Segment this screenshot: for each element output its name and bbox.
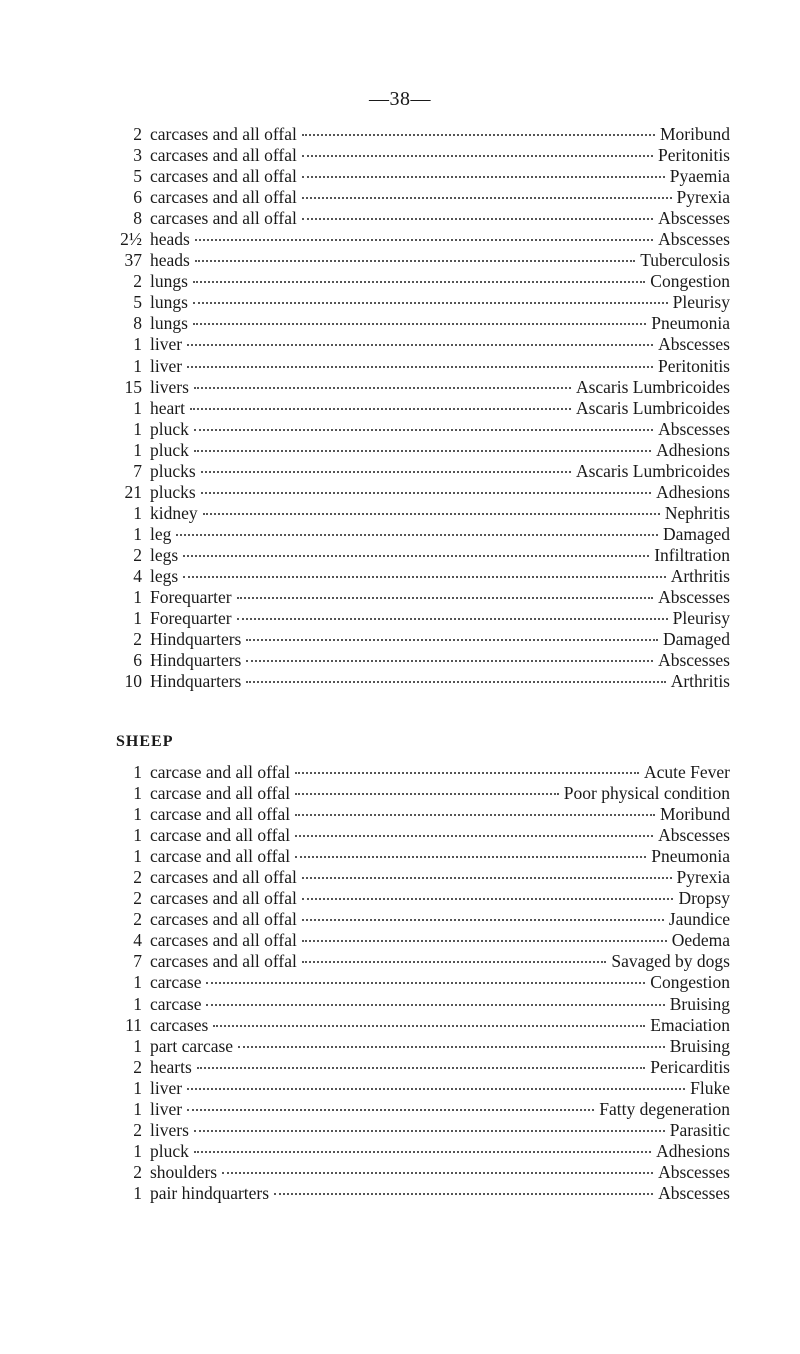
item-description: lungs — [150, 313, 188, 334]
item-description: heart — [150, 397, 185, 418]
item-description: carcase and all offal — [150, 804, 291, 825]
item-quantity: 1 — [133, 825, 142, 846]
item-quantity: 1 — [133, 783, 142, 804]
item-condition: Parasitic — [669, 1119, 730, 1140]
list-item — [110, 482, 730, 503]
list-item — [110, 377, 730, 398]
list-item — [110, 762, 730, 783]
list-item — [110, 783, 730, 804]
item-quantity: 1 — [133, 804, 142, 825]
item-description: carcases and all offal — [150, 951, 297, 972]
item-description: lungs — [150, 292, 188, 313]
list-item — [110, 461, 730, 482]
dot-leader — [194, 450, 651, 452]
item-condition: Ascaris Lumbricoides — [575, 376, 730, 397]
dot-leader — [183, 576, 665, 578]
item-condition: Adhesions — [656, 481, 730, 502]
list-item — [110, 629, 730, 650]
item-condition: Bruising — [669, 1035, 730, 1056]
item-condition: Peritonitis — [658, 145, 730, 166]
item-condition: Poor physical condition — [563, 783, 730, 804]
item-description: Hindquarters — [150, 629, 242, 650]
dot-leader — [302, 176, 665, 178]
item-quantity: 5 — [133, 166, 142, 187]
list-item — [110, 503, 730, 524]
item-condition: Arthritis — [670, 671, 730, 692]
item-quantity: 1 — [133, 972, 142, 993]
dot-leader — [201, 492, 651, 494]
item-quantity: 1 — [133, 397, 142, 418]
list-item — [110, 1183, 730, 1204]
item-description: carcases and all offal — [150, 166, 297, 187]
item-quantity: 1 — [133, 1077, 142, 1098]
item-description: pluck — [150, 1140, 189, 1161]
item-description: hearts — [150, 1056, 192, 1077]
dot-leader — [302, 961, 607, 963]
item-description: carcases and all offal — [150, 187, 297, 208]
dot-leader — [187, 1088, 685, 1090]
dot-leader — [195, 239, 653, 241]
item-condition: Acute Fever — [643, 762, 730, 782]
list-item — [110, 671, 730, 692]
list-item — [110, 1141, 730, 1162]
list-item — [110, 650, 730, 671]
dot-leader — [194, 1151, 651, 1153]
list-item — [110, 909, 730, 930]
item-description: carcase and all offal — [150, 783, 291, 804]
item-quantity: 2 — [133, 909, 142, 930]
item-quantity: 3 — [133, 145, 142, 166]
list-item — [110, 994, 730, 1015]
item-quantity: 6 — [133, 650, 142, 671]
item-description: leg — [150, 523, 172, 544]
item-description: Forequarter — [150, 587, 232, 608]
item-quantity: 4 — [133, 565, 142, 586]
item-condition: Pneumonia — [651, 846, 730, 867]
dot-leader — [187, 1109, 594, 1111]
item-description: heads — [150, 250, 190, 271]
item-quantity: 15 — [124, 376, 142, 397]
dot-leader — [302, 898, 674, 900]
dot-leader — [193, 302, 668, 304]
list-item — [110, 1099, 730, 1120]
list-item — [110, 145, 730, 166]
list-item — [110, 187, 730, 208]
dot-leader — [302, 134, 655, 136]
item-condition: Dropsy — [678, 888, 730, 909]
item-description: liver — [150, 1098, 183, 1119]
item-quantity: 2 — [133, 867, 142, 888]
item-description: Forequarter — [150, 608, 232, 629]
list-item — [110, 334, 730, 355]
item-condition: Adhesions — [656, 1140, 730, 1161]
item-condition: Abscesses — [658, 1182, 730, 1203]
item-quantity: 1 — [133, 523, 142, 544]
cattle-condemnations-list — [110, 124, 730, 692]
list-item — [110, 124, 730, 145]
item-condition: Moribund — [660, 804, 730, 825]
item-condition: Damaged — [662, 629, 730, 650]
item-description: Hindquarters — [150, 650, 242, 671]
item-quantity: 2 — [133, 1056, 142, 1077]
dot-leader — [206, 982, 645, 984]
item-condition: Nephritis — [664, 502, 730, 523]
list-item — [110, 566, 730, 587]
item-description: carcase and all offal — [150, 825, 291, 846]
list-item — [110, 208, 730, 229]
item-condition: Abscesses — [658, 229, 730, 250]
item-condition: Savaged by dogs — [611, 951, 730, 972]
list-item — [110, 951, 730, 972]
item-quantity: 2 — [133, 124, 142, 144]
dot-leader — [176, 534, 658, 536]
item-condition: Fatty degeneration — [599, 1098, 730, 1119]
list-item — [110, 1036, 730, 1057]
cattle-rows — [110, 124, 730, 692]
item-quantity: 1 — [133, 608, 142, 629]
list-item — [110, 250, 730, 271]
item-quantity: 1 — [133, 439, 142, 460]
dot-leader — [201, 471, 571, 473]
dot-leader — [295, 835, 653, 837]
dot-leader — [237, 618, 668, 620]
list-item — [110, 1162, 730, 1183]
item-quantity: 1 — [133, 334, 142, 355]
item-quantity: 1 — [133, 1140, 142, 1161]
dot-leader — [302, 155, 653, 157]
item-condition: Abscesses — [658, 418, 730, 439]
item-description: livers — [150, 1119, 189, 1140]
item-description: heads — [150, 229, 190, 250]
item-quantity: 2 — [133, 629, 142, 650]
list-item — [110, 1057, 730, 1078]
item-quantity: 1 — [133, 762, 142, 782]
item-quantity: 1 — [133, 502, 142, 523]
list-item — [110, 524, 730, 545]
dot-leader — [193, 323, 646, 325]
item-quantity: 1 — [133, 587, 142, 608]
list-item — [110, 398, 730, 419]
dot-leader — [194, 429, 653, 431]
item-quantity: 1 — [133, 1098, 142, 1119]
item-description: carcases and all offal — [150, 888, 297, 909]
item-description: pluck — [150, 418, 189, 439]
list-item — [110, 888, 730, 909]
item-condition: Peritonitis — [658, 355, 730, 376]
dot-leader — [246, 681, 665, 683]
list-item — [110, 545, 730, 566]
item-condition: Abscesses — [658, 334, 730, 355]
item-quantity: 2 — [133, 1161, 142, 1182]
dot-leader — [246, 639, 658, 641]
item-quantity: 8 — [133, 208, 142, 229]
item-description: carcase — [150, 972, 202, 993]
dot-leader — [295, 814, 655, 816]
sheep-rows — [110, 762, 730, 1204]
list-item — [110, 229, 730, 250]
item-quantity: 7 — [133, 460, 142, 481]
item-quantity: 2 — [133, 271, 142, 292]
dot-leader — [302, 919, 664, 921]
item-condition: Adhesions — [656, 439, 730, 460]
item-condition: Congestion — [650, 972, 730, 993]
item-description: liver — [150, 334, 183, 355]
item-quantity: 1 — [133, 355, 142, 376]
list-item — [110, 1120, 730, 1141]
sheep-condemnations-section — [110, 730, 730, 1204]
item-quantity: 2½ — [120, 229, 142, 250]
item-description: carcase — [150, 993, 202, 1014]
dot-leader — [222, 1172, 653, 1174]
item-quantity: 21 — [124, 481, 142, 502]
list-item — [110, 1015, 730, 1036]
item-condition: Moribund — [660, 124, 730, 144]
item-description: carcases and all offal — [150, 930, 297, 951]
item-condition: Abscesses — [658, 825, 730, 846]
item-description: carcases and all offal — [150, 867, 297, 888]
item-description: liver — [150, 1077, 183, 1098]
dot-leader — [295, 856, 646, 858]
item-condition: Pericarditis — [650, 1056, 730, 1077]
item-condition: Pneumonia — [651, 313, 730, 334]
dot-leader — [193, 281, 645, 283]
item-quantity: 10 — [124, 671, 142, 692]
item-quantity: 1 — [133, 1035, 142, 1056]
item-description: pair hindquarters — [150, 1182, 270, 1203]
item-condition: Abscesses — [658, 650, 730, 671]
dot-leader — [194, 387, 571, 389]
dot-leader — [246, 660, 653, 662]
item-condition: Pyaemia — [669, 166, 730, 187]
list-item — [110, 1078, 730, 1099]
item-quantity: 8 — [133, 313, 142, 334]
item-condition: Emaciation — [650, 1014, 730, 1035]
dot-leader — [302, 197, 672, 199]
item-description: pluck — [150, 439, 189, 460]
item-quantity: 4 — [133, 930, 142, 951]
dot-leader — [187, 344, 653, 346]
page-number: —38— — [369, 88, 431, 110]
item-condition: Abscesses — [658, 208, 730, 229]
list-item — [110, 440, 730, 461]
item-quantity: 2 — [133, 1119, 142, 1140]
item-description: carcase and all offal — [150, 846, 291, 867]
item-condition: Pyrexia — [676, 187, 730, 208]
dot-leader — [197, 1067, 646, 1069]
dot-leader — [295, 793, 559, 795]
list-item — [110, 846, 730, 867]
item-condition: Congestion — [650, 271, 730, 292]
item-description: legs — [150, 565, 179, 586]
item-description: carcases and all offal — [150, 208, 297, 229]
item-condition: Arthritis — [670, 565, 730, 586]
item-condition: Infiltration — [654, 544, 730, 565]
list-item — [110, 804, 730, 825]
item-quantity: 2 — [133, 544, 142, 565]
item-description: carcases and all offal — [150, 909, 297, 930]
item-condition: Jaundice — [668, 909, 730, 930]
item-description: kidney — [150, 502, 198, 523]
item-quantity: 2 — [133, 888, 142, 909]
item-description: plucks — [150, 481, 196, 502]
section-heading-sheep: SHEEP — [116, 733, 174, 750]
list-item — [110, 587, 730, 608]
list-item — [110, 166, 730, 187]
item-condition: Pleurisy — [672, 292, 730, 313]
item-quantity: 1 — [133, 993, 142, 1014]
item-quantity: 37 — [124, 250, 142, 271]
dot-leader — [302, 940, 667, 942]
item-quantity: 6 — [133, 187, 142, 208]
item-quantity: 1 — [133, 846, 142, 867]
dot-leader — [274, 1193, 653, 1195]
item-condition: Pleurisy — [672, 608, 730, 629]
dot-leader — [194, 1130, 665, 1132]
list-item — [110, 825, 730, 846]
dot-leader — [187, 366, 653, 368]
item-quantity: 5 — [133, 292, 142, 313]
list-item — [110, 867, 730, 888]
dot-leader — [238, 1046, 665, 1048]
item-condition: Oedema — [671, 930, 730, 951]
item-description: carcases and all offal — [150, 124, 297, 144]
item-description: liver — [150, 355, 183, 376]
item-condition: Ascaris Lumbricoides — [575, 397, 730, 418]
dot-leader — [213, 1025, 645, 1027]
list-item — [110, 972, 730, 993]
list-item — [110, 608, 730, 629]
list-item — [110, 292, 730, 313]
item-condition: Abscesses — [658, 587, 730, 608]
item-description: lungs — [150, 271, 188, 292]
item-condition: Fluke — [690, 1077, 730, 1098]
dot-leader — [195, 260, 635, 262]
dot-leader — [302, 218, 653, 220]
item-description: legs — [150, 544, 179, 565]
list-item — [110, 356, 730, 377]
item-description: plucks — [150, 460, 196, 481]
item-description: livers — [150, 376, 189, 397]
item-description: Hindquarters — [150, 671, 242, 692]
item-quantity: 1 — [133, 1182, 142, 1203]
item-description: carcases — [150, 1014, 209, 1035]
item-description: carcases and all offal — [150, 145, 297, 166]
dot-leader — [237, 597, 653, 599]
item-condition: Bruising — [669, 993, 730, 1014]
list-item — [110, 419, 730, 440]
item-condition: Damaged — [662, 523, 730, 544]
item-description: shoulders — [150, 1161, 218, 1182]
item-condition: Pyrexia — [676, 867, 730, 888]
item-quantity: 11 — [125, 1014, 142, 1035]
list-item — [110, 271, 730, 292]
dot-leader — [183, 555, 649, 557]
dot-leader — [302, 877, 672, 879]
item-condition: Ascaris Lumbricoides — [575, 460, 730, 481]
list-item — [110, 313, 730, 334]
dot-leader — [206, 1004, 664, 1006]
item-description: part carcase — [150, 1035, 234, 1056]
item-condition: Tuberculosis — [640, 250, 730, 271]
item-quantity: 7 — [133, 951, 142, 972]
list-item — [110, 930, 730, 951]
item-description: carcase and all offal — [150, 762, 291, 782]
dot-leader — [203, 513, 660, 515]
dot-leader — [190, 408, 571, 410]
item-condition: Abscesses — [658, 1161, 730, 1182]
item-quantity: 1 — [133, 418, 142, 439]
dot-leader — [295, 772, 639, 774]
